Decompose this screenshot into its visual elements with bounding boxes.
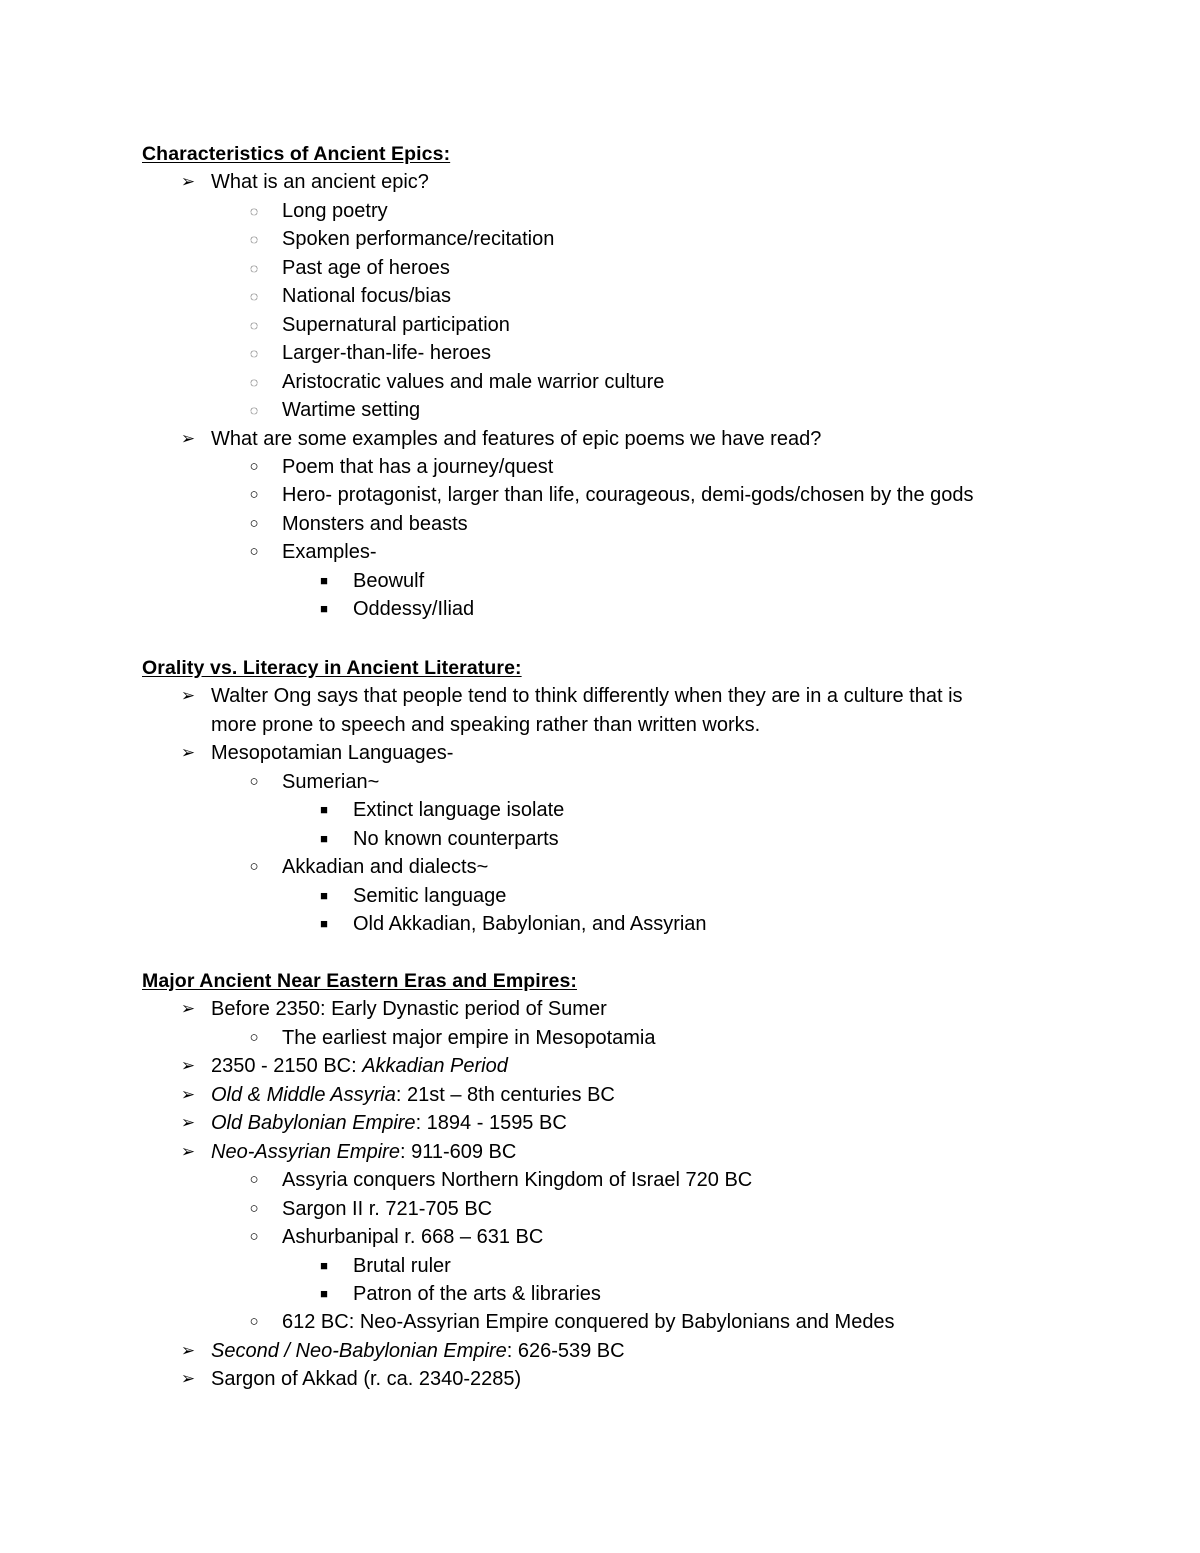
dotted-circle-bullet-icon: ◌ [249, 202, 259, 219]
item-text: Old Akkadian, Babylonian, and Assyrian [353, 913, 707, 936]
item-text: 612 BC: Neo-Assyrian Empire conquered by Babylonians and Medes [282, 1311, 895, 1334]
circle-bullet-icon: ○ [249, 486, 259, 504]
italic-text: Old & Middle Assyria [211, 1083, 396, 1106]
list-item [211, 995, 607, 1023]
arrow-bullet-icon: ➢ [180, 999, 196, 1019]
dotted-circle-bullet-icon: ◌ [249, 288, 259, 305]
dotted-circle-bullet-icon: ◌ [249, 345, 259, 362]
list-item [353, 796, 564, 824]
list-item [282, 1223, 543, 1251]
list-item [353, 595, 474, 623]
list-item [282, 197, 388, 225]
circle-bullet-icon: ○ [249, 1228, 259, 1246]
list-item [353, 1252, 451, 1280]
circle-bullet-icon: ○ [249, 1313, 259, 1331]
item-text: Sumerian~ [282, 770, 380, 793]
italic-text: Akkadian Period [362, 1055, 508, 1078]
italic-text: Old Babylonian Empire [211, 1112, 416, 1135]
item-text: Akkadian and dialects~ [282, 856, 489, 879]
list-item [282, 254, 450, 282]
list-item [282, 1166, 752, 1194]
item-text: more prone to speech and speaking rather than written works. [211, 713, 761, 736]
circle-bullet-icon: ○ [249, 1199, 259, 1217]
list-item [353, 825, 559, 853]
item-text: Walter Ong says that people tend to think differently when they are in a culture that is [211, 685, 963, 708]
square-bullet-icon: ■ [320, 802, 328, 818]
circle-bullet-icon: ○ [249, 543, 259, 561]
arrow-bullet-icon: ➢ [180, 1141, 196, 1161]
list-item [282, 282, 451, 310]
list-item [211, 1081, 615, 1109]
item-text: Spoken performance/recitation [282, 228, 555, 251]
item-text: Semitic language [353, 884, 507, 907]
list-item [211, 168, 429, 196]
item-text: Sargon II r. 721-705 BC [282, 1197, 493, 1220]
item-text: Before 2350: Early Dynastic period of Sumer [211, 998, 607, 1021]
item-text: Brutal ruler [353, 1254, 451, 1277]
square-bullet-icon: ■ [320, 601, 328, 617]
list-item [211, 425, 821, 453]
circle-bullet-icon: ○ [249, 1028, 259, 1046]
item-text: : 1894 - 1595 BC [415, 1112, 567, 1135]
list-item [211, 1365, 521, 1393]
item-text: Monsters and beasts [282, 512, 468, 535]
square-bullet-icon: ■ [320, 830, 328, 846]
item-text: : 911-609 BC [399, 1140, 517, 1163]
item-text: National focus/bias [282, 285, 451, 308]
item-text: No known counterparts [353, 827, 559, 850]
list-item [282, 510, 468, 538]
list-item [211, 1109, 567, 1137]
item-text: 2350 - 2150 BC: [211, 1055, 363, 1078]
section-heading: Major Ancient Near Eastern Eras and Empires: [142, 970, 577, 992]
item-text: Beowulf [353, 569, 425, 592]
dotted-circle-bullet-icon: ◌ [249, 231, 259, 248]
list-item [282, 1195, 492, 1223]
arrow-bullet-icon: ➢ [180, 743, 196, 763]
item-text: Oddessy/Iliad [353, 598, 475, 621]
section-heading: Characteristics of Ancient Epics: [142, 143, 451, 165]
arrow-bullet-icon: ➢ [180, 686, 196, 706]
circle-bullet-icon: ○ [249, 514, 259, 532]
item-text: Patron of the arts & libraries [353, 1282, 601, 1305]
arrow-bullet-icon: ➢ [180, 1340, 196, 1360]
item-text: Aristocratic values and male warrior culture [282, 370, 665, 393]
dotted-circle-bullet-icon: ◌ [249, 373, 259, 390]
italic-text: Neo-Assyrian Empire [211, 1140, 400, 1163]
list-item [282, 853, 488, 881]
square-bullet-icon: ■ [320, 887, 328, 903]
dotted-circle-bullet-icon: ◌ [249, 402, 259, 419]
list-item [353, 567, 424, 595]
list-item [282, 396, 420, 424]
list-item [282, 538, 376, 566]
list-item [282, 368, 664, 396]
item-text: Wartime setting [282, 399, 421, 422]
square-bullet-icon: ■ [320, 916, 328, 932]
item-text: Examples- [282, 541, 377, 564]
item-text: Past age of heroes [282, 256, 450, 279]
item-text: What is an ancient epic? [211, 171, 429, 194]
circle-bullet-icon: ○ [249, 858, 259, 876]
arrow-bullet-icon: ➢ [180, 1084, 196, 1104]
square-bullet-icon: ■ [320, 1285, 328, 1301]
item-text: : 626-539 BC [506, 1339, 625, 1362]
list-item [211, 739, 453, 767]
list-item [353, 882, 506, 910]
item-text: The earliest major empire in Mesopotamia [282, 1026, 656, 1049]
item-text: Supernatural participation [282, 313, 510, 336]
item-text: Extinct language isolate [353, 799, 565, 822]
list-item [211, 711, 760, 739]
list-item [282, 339, 491, 367]
list-item [282, 1308, 895, 1336]
square-bullet-icon: ■ [320, 1257, 328, 1273]
circle-bullet-icon: ○ [249, 772, 259, 790]
item-text: Assyria conquers Northern Kingdom of Israel 720 BC [282, 1169, 753, 1192]
list-item [211, 1337, 625, 1365]
arrow-bullet-icon: ➢ [180, 428, 196, 448]
item-text: What are some examples and features of epic poems we have read? [211, 427, 822, 450]
list-item [282, 453, 553, 481]
item-text: : 21st – 8th centuries BC [395, 1083, 615, 1106]
item-text: Poem that has a journey/quest [282, 455, 554, 478]
list-item [282, 481, 974, 509]
list-item [282, 225, 554, 253]
italic-text: Second / Neo-Babylonian Empire [211, 1339, 507, 1362]
arrow-bullet-icon: ➢ [180, 1113, 196, 1133]
dotted-circle-bullet-icon: ◌ [249, 259, 259, 276]
circle-bullet-icon: ○ [249, 457, 259, 475]
list-item [211, 1052, 508, 1080]
list-item [353, 1280, 601, 1308]
dotted-circle-bullet-icon: ◌ [249, 316, 259, 333]
item-text: Larger-than-life- heroes [282, 342, 491, 365]
arrow-bullet-icon: ➢ [180, 1056, 196, 1076]
list-item [282, 1024, 656, 1052]
item-text: Hero- protagonist, larger than life, courageous, demi-gods/chosen by the gods [282, 484, 974, 507]
arrow-bullet-icon: ➢ [180, 172, 196, 192]
item-text: Ashurbanipal r. 668 – 631 BC [282, 1226, 544, 1249]
list-item [353, 910, 707, 938]
list-item [282, 768, 379, 796]
item-text: Long poetry [282, 199, 388, 222]
section-heading: Orality vs. Literacy in Ancient Literature: [142, 657, 522, 679]
square-bullet-icon: ■ [320, 572, 328, 588]
list-item [282, 311, 510, 339]
list-item [211, 1138, 516, 1166]
arrow-bullet-icon: ➢ [180, 1369, 196, 1389]
item-text: Mesopotamian Languages- [211, 742, 454, 765]
list-item [211, 682, 963, 710]
circle-bullet-icon: ○ [249, 1171, 259, 1189]
item-text: Sargon of Akkad (r. ca. 2340-2285) [211, 1368, 522, 1391]
